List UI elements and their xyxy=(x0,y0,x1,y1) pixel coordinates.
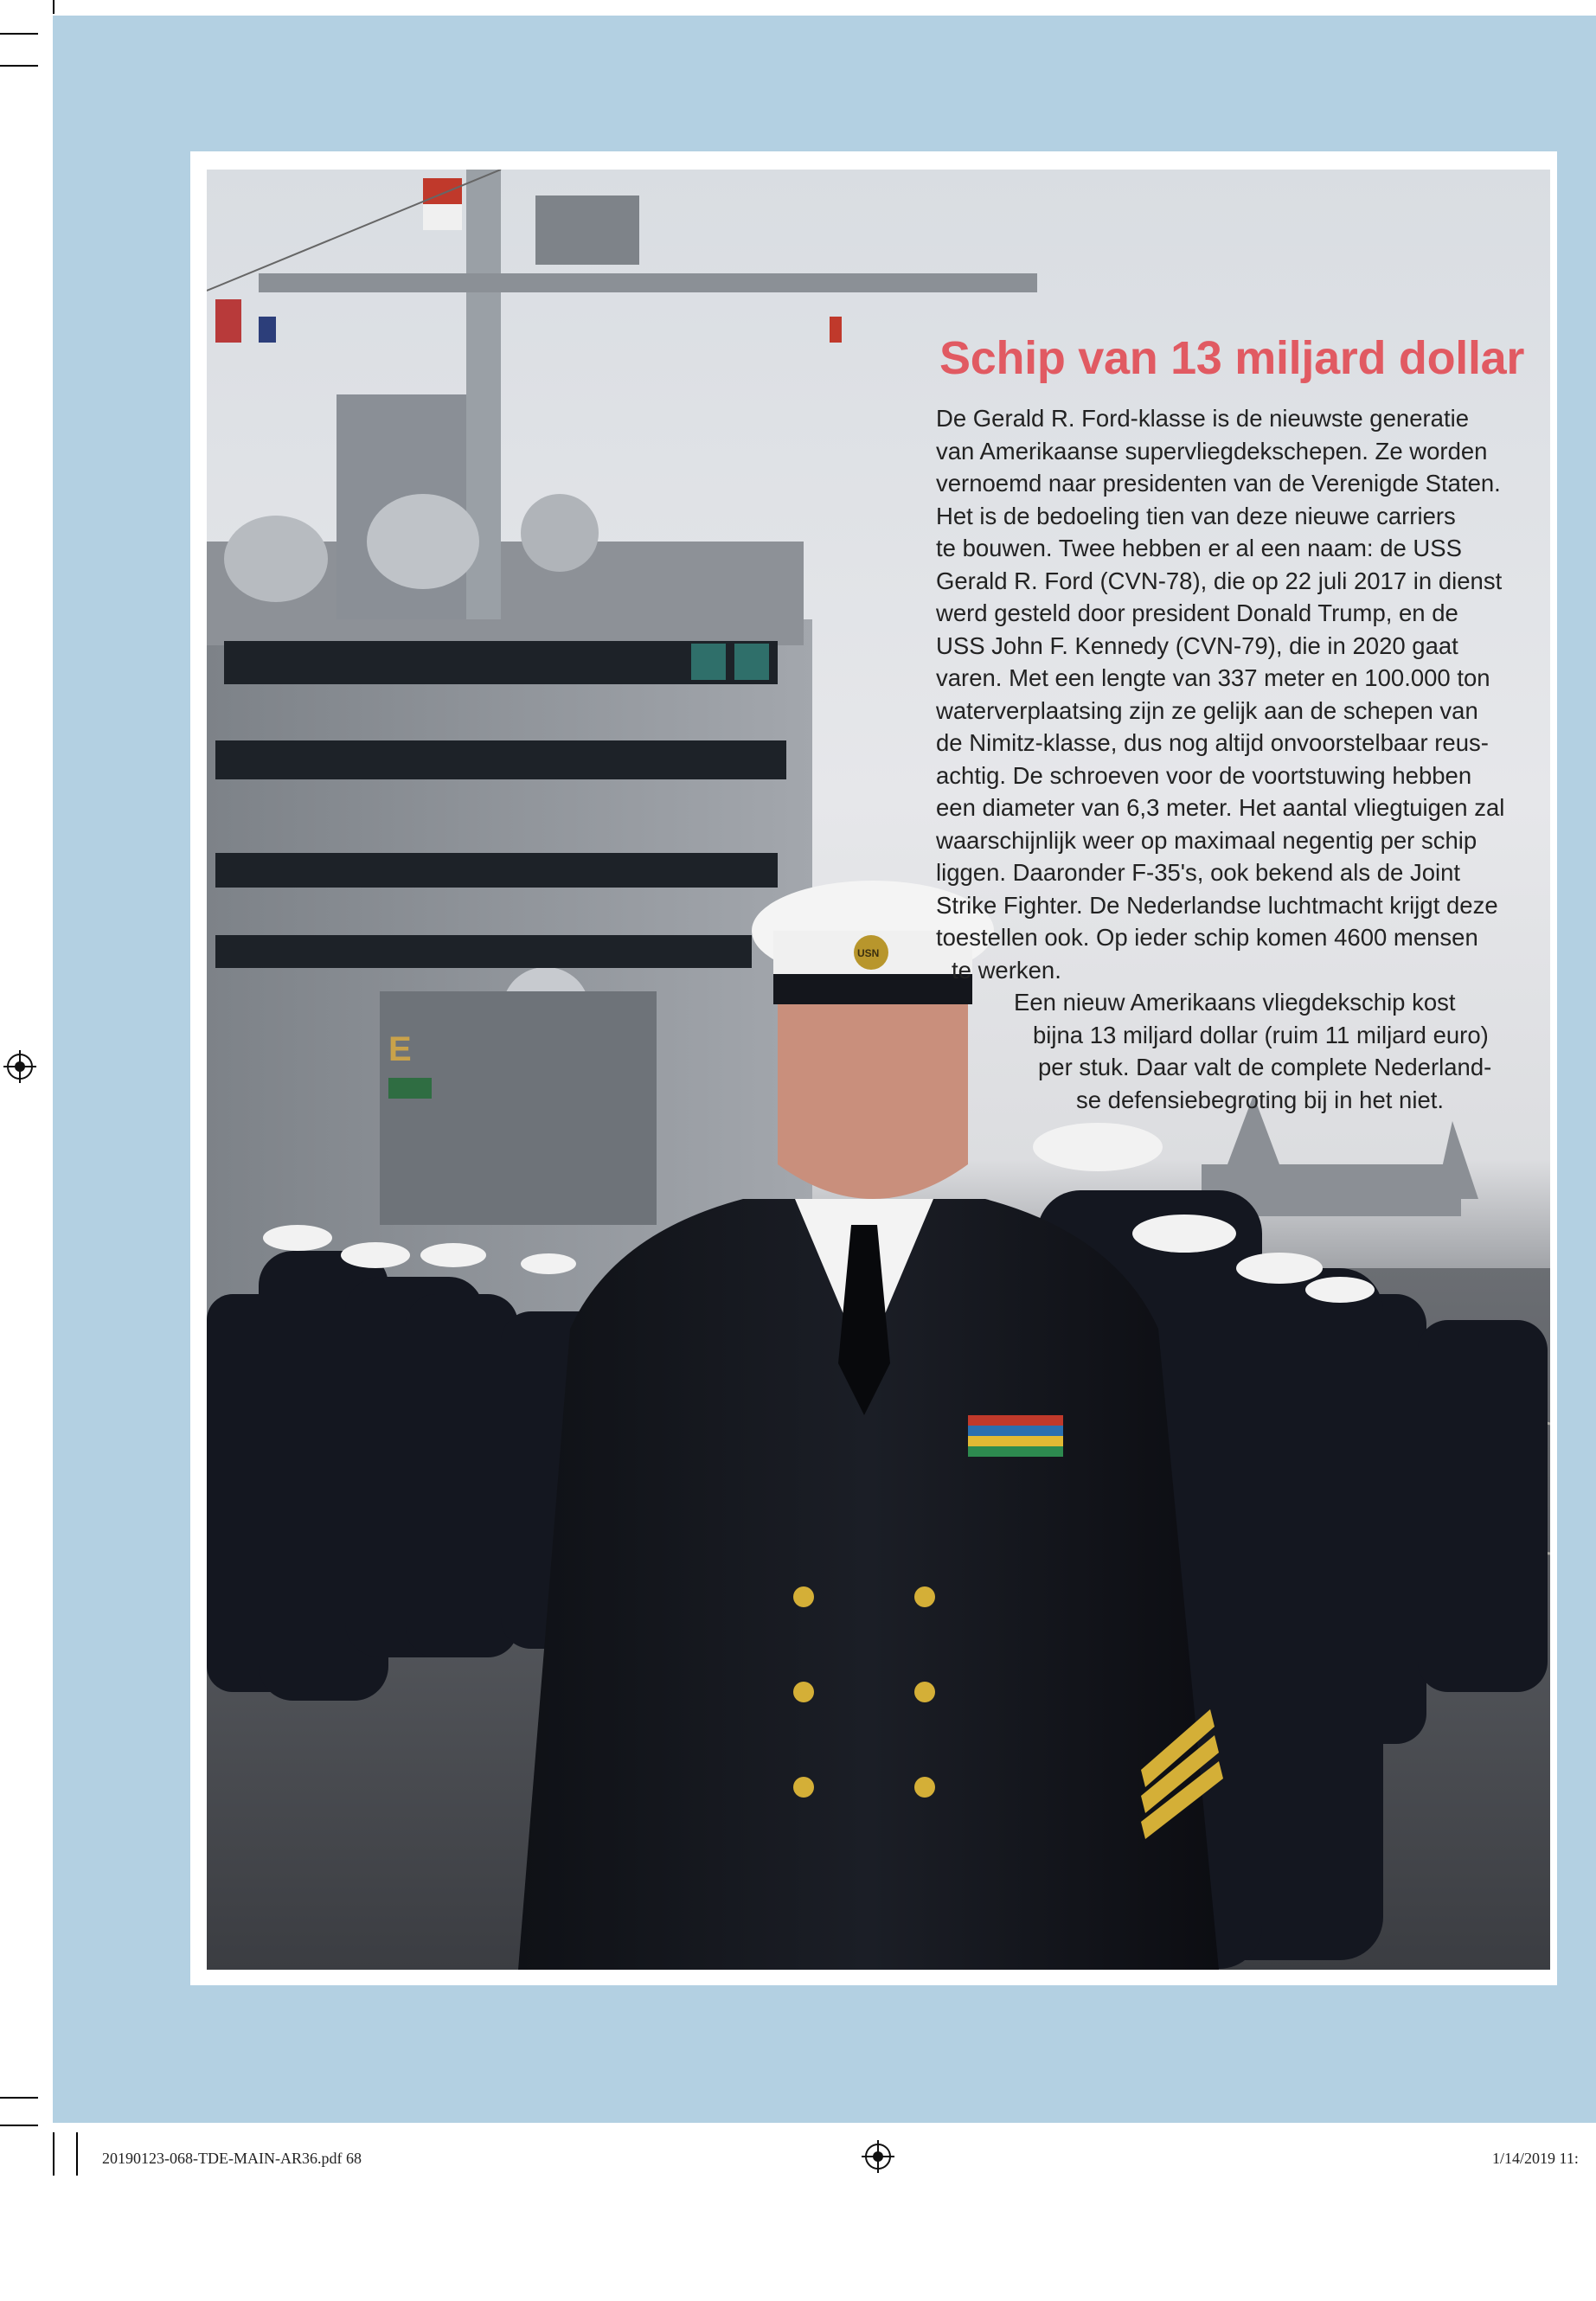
body-line: waarschijnlijk weer op maximaal negentig per schip xyxy=(936,826,1477,854)
article-headline: Schip van 13 miljard dollar xyxy=(939,332,1525,384)
body-line: vernoemd naar presidenten van de Verenigde Staten. xyxy=(936,470,1501,497)
article-body xyxy=(936,402,1559,1116)
cap-badge: USN xyxy=(857,947,880,959)
signal-flags xyxy=(207,170,842,343)
crop-mark-top xyxy=(53,0,54,14)
body-line: achtig. De schroeven voor de voortstuwing hebben xyxy=(936,761,1472,789)
crop-mark-left-top xyxy=(0,33,38,35)
crop-mark-bottom xyxy=(53,2132,54,2176)
body-line: een diameter van 6,3 meter. Het aantal vliegtuigen zal xyxy=(936,794,1505,821)
crop-mark-bottom-2 xyxy=(76,2132,78,2176)
body-line: se defensiebegroting bij in het niet. xyxy=(1076,1086,1445,1113)
body-line: De Gerald R. Ford-klasse is de nieuwste generatie xyxy=(936,405,1469,432)
body-line: Het is de bedoeling tien van deze nieuwe carriers xyxy=(936,502,1456,529)
crop-mark-left-top-2 xyxy=(0,65,38,67)
body-line: toestellen ook. Op ieder schip komen 4600 mensen xyxy=(936,924,1478,951)
ribbon-rack xyxy=(968,1415,1063,1457)
print-timestamp: 1/14/2019 11: xyxy=(1492,2150,1579,2167)
body-line: van Amerikaanse supervliegdekschepen. Ze worden xyxy=(936,437,1488,465)
print-filename: 20190123-068-TDE-MAIN-AR36.pdf 68 xyxy=(102,2150,362,2167)
crop-mark-left-bottom-2 xyxy=(0,2125,38,2126)
body-line: bijna 13 miljard dollar (ruim 11 miljard euro) xyxy=(1033,1021,1489,1048)
body-line: te werken. xyxy=(952,956,1061,984)
body-line: te bouwen. Twee hebben er al een naam: de USS xyxy=(936,535,1462,561)
body-line: per stuk. Daar valt de complete Nederland- xyxy=(1038,1054,1492,1080)
crop-mark-left-bottom xyxy=(0,2097,38,2099)
body-line: Strike Fighter. De Nederlandse luchtmacht krijgt deze xyxy=(936,891,1498,919)
body-line: liggen. Daaronder F-35's, ook bekend als de Joint xyxy=(936,859,1461,886)
body-line: USS John F. Kennedy (CVN-79), die in 2020 gaat xyxy=(936,631,1458,659)
body-line: varen. Met een lengte van 337 meter en 100.000 ton xyxy=(936,664,1490,691)
registration-mark-bottom xyxy=(865,2144,891,2170)
body-line: Een nieuw Amerikaans vliegdekschip kost xyxy=(1014,989,1456,1016)
body-line: Gerald R. Ford (CVN-78), die op 22 juli 2017 in dienst xyxy=(936,567,1503,594)
body-line: de Nimitz-klasse, dus nog altijd onvoorstelbaar reus- xyxy=(936,729,1489,756)
body-line: werd gesteld door president Donald Trump, en de xyxy=(936,599,1458,626)
body-line: waterverplaatsing zijn ze gelijk aan de schepen van xyxy=(936,696,1478,724)
tower-marking: E xyxy=(388,1030,412,1068)
registration-mark-left xyxy=(7,1054,33,1080)
